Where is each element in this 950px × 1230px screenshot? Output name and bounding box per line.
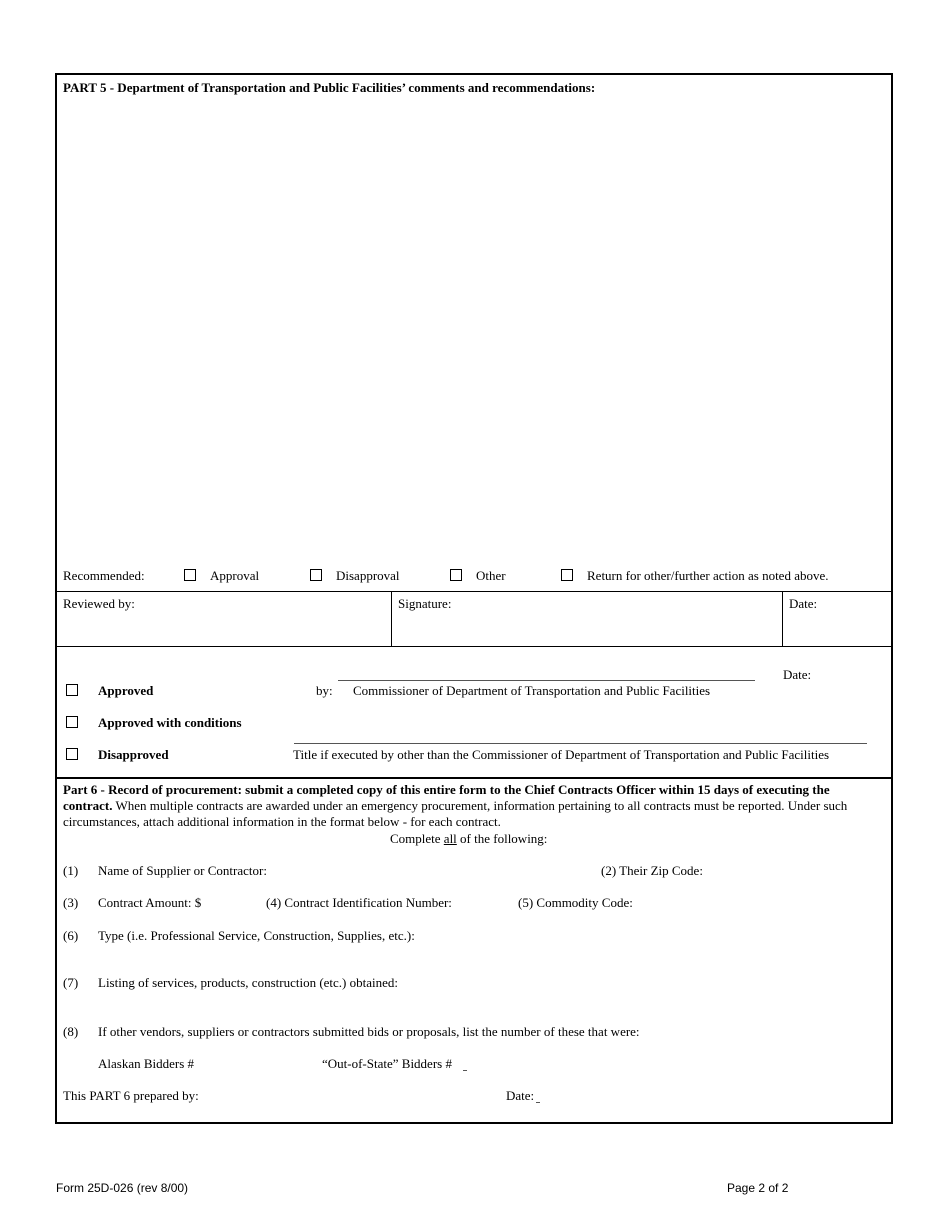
- approved-with-conditions-checkbox[interactable]: [66, 716, 78, 728]
- commissioner-caption: Commissioner of Department of Transportation and Public Facilities: [353, 683, 711, 698]
- item-number: (3): [63, 895, 79, 910]
- divider: [56, 777, 893, 779]
- part6-instructions: [63, 782, 878, 830]
- title-note: Title if executed by other than the Commissioner of Department of Transportation and Public Facilities: [293, 747, 830, 762]
- disapproved-label: Disapproved: [98, 747, 169, 762]
- zip-code-field[interactable]: (2) Their Zip Code:: [601, 863, 703, 878]
- out-of-state-bidders-field[interactable]: “Out-of-State” Bidders #: [322, 1056, 452, 1071]
- divider: [782, 591, 783, 646]
- item-number: (7): [63, 975, 79, 990]
- contract-amount-field[interactable]: Contract Amount: $: [98, 895, 202, 910]
- divider: [56, 646, 893, 647]
- approved-checkbox[interactable]: [66, 684, 78, 696]
- complete-post: of the following:: [456, 831, 548, 846]
- complete-pre: Complete: [390, 831, 444, 846]
- commissioner-signature-line[interactable]: [338, 680, 755, 681]
- approval-option-label: Approval: [210, 568, 260, 583]
- title-signature-line[interactable]: [294, 743, 867, 744]
- listing-field[interactable]: Listing of services, products, construction (etc.) obtained:: [98, 975, 399, 990]
- prepared-date-field[interactable]: Date:: [506, 1088, 535, 1103]
- approved-label: Approved: [98, 683, 154, 698]
- divider: [391, 591, 392, 646]
- part6-heading: Part 6 - Record of procurement: submit a completed copy of this entire form to the Chief Contracts Officer within 15 days of executing the contract.: [63, 782, 830, 813]
- item-number: (6): [63, 928, 79, 943]
- approval-checkbox[interactable]: [184, 569, 196, 581]
- item-number: (1): [63, 863, 79, 878]
- return-option-label: Return for other/further action as noted above.: [587, 568, 829, 583]
- part6-heading-rest: When multiple contracts are awarded under an emergency procurement, information pertaining to all contracts must be reported. Under such circumstances, attach additional information in the format below - for each contract.: [63, 798, 848, 829]
- disapproval-checkbox[interactable]: [310, 569, 322, 581]
- type-field[interactable]: Type (i.e. Professional Service, Construction, Supplies, etc.):: [98, 928, 415, 943]
- form-frame: [55, 73, 893, 1124]
- approved-with-conditions-label: Approved with conditions: [98, 715, 242, 730]
- return-checkbox[interactable]: [561, 569, 573, 581]
- signature-label: Signature:: [398, 596, 452, 611]
- other-checkbox[interactable]: [450, 569, 462, 581]
- other-bidders-question: If other vendors, suppliers or contractors submitted bids or proposals, list the number of these that were:: [98, 1024, 640, 1039]
- blank-line: [536, 1102, 540, 1103]
- alaskan-bidders-field[interactable]: Alaskan Bidders #: [98, 1056, 195, 1071]
- complete-all-note: [390, 831, 547, 847]
- item-number: (8): [63, 1024, 79, 1039]
- contract-id-field[interactable]: (4) Contract Identification Number:: [266, 895, 452, 910]
- reviewed-by-label: Reviewed by:: [63, 596, 135, 611]
- approval-date-label: Date:: [783, 667, 812, 682]
- part5-heading: PART 5 - Department of Transportation and Public Facilities’ comments and recommendations:: [63, 80, 596, 95]
- by-label: by:: [316, 683, 333, 698]
- page-number: Page 2 of 2: [727, 1181, 789, 1195]
- blank-line: [463, 1070, 467, 1071]
- review-date-label: Date:: [789, 596, 818, 611]
- disapproval-option-label: Disapproval: [336, 568, 400, 583]
- disapproved-checkbox[interactable]: [66, 748, 78, 760]
- commodity-code-field[interactable]: (5) Commodity Code:: [518, 895, 633, 910]
- form-number: Form 25D-026 (rev 8/00): [56, 1181, 189, 1195]
- other-option-label: Other: [476, 568, 506, 583]
- complete-all: all: [443, 831, 457, 846]
- divider: [56, 591, 893, 592]
- recommended-label: Recommended:: [63, 568, 145, 583]
- supplier-name-field[interactable]: Name of Supplier or Contractor:: [98, 863, 267, 878]
- prepared-by-field[interactable]: This PART 6 prepared by:: [63, 1088, 199, 1103]
